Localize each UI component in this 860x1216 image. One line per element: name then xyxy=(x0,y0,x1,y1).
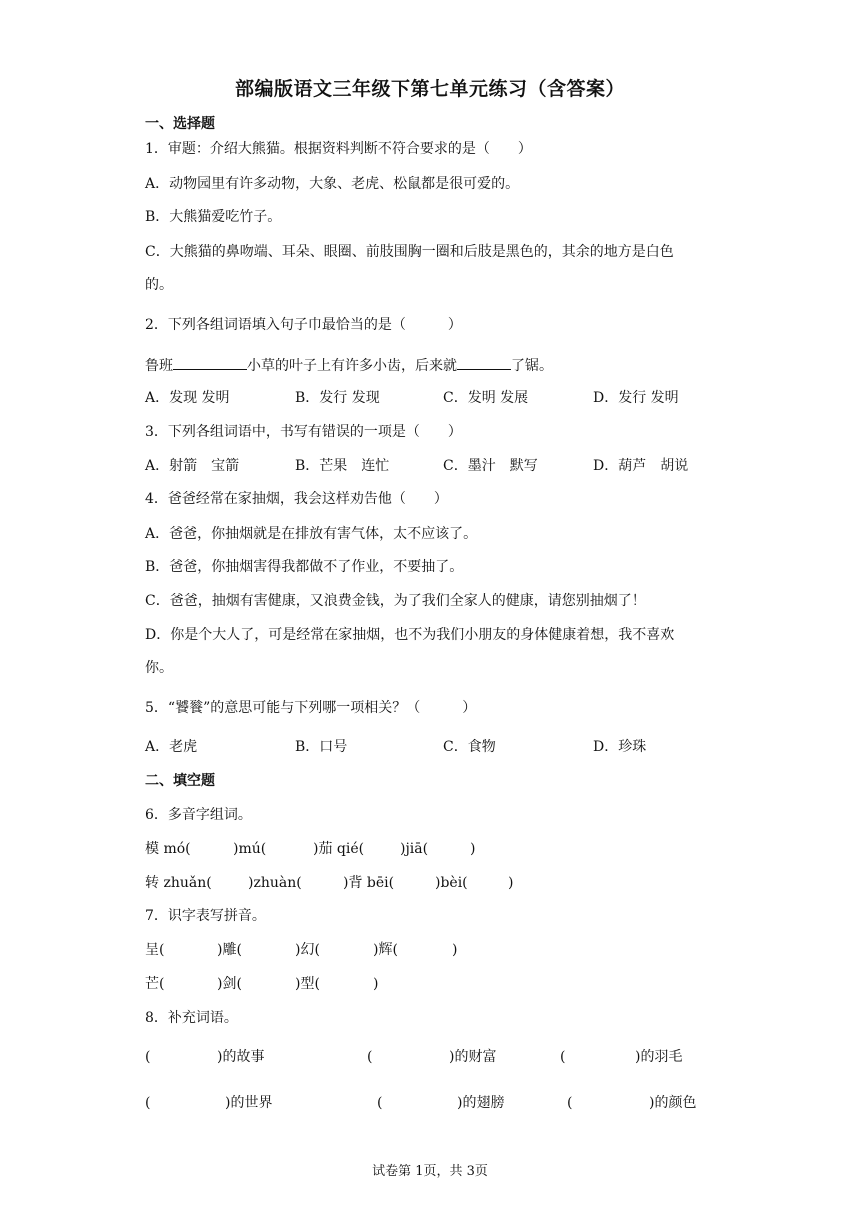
q6-row1-seg-3: )茄 qié( xyxy=(313,841,365,857)
q8-row1-seg-5: ( xyxy=(560,1049,566,1065)
q8-row2-seg-2: )的世界 xyxy=(225,1095,273,1111)
q2-sentence-part-2: 小草的叶子上有许多小齿，后来就 xyxy=(247,358,457,374)
q8-stem: 8．补充词语。 xyxy=(145,1010,238,1026)
q7-row1-seg-4: )辉( xyxy=(373,942,398,958)
q8-row1-seg-3: ( xyxy=(367,1049,373,1065)
section-heading-fill: 二、填空题 xyxy=(145,773,215,789)
q7-row2-seg-4: ) xyxy=(373,976,379,992)
q2-sentence-part-3: 了锯。 xyxy=(511,358,553,374)
q3-option-b: B．芒果 连忙 xyxy=(295,458,390,474)
q5-option-d: D．珍珠 xyxy=(593,739,647,755)
q5-option-a: A．老虎 xyxy=(145,739,198,755)
q8-row2-seg-6: )的颜色 xyxy=(649,1095,697,1111)
q6-row2-seg-5: ) xyxy=(508,875,514,891)
q6-row2-seg-4: )bèi( xyxy=(435,875,468,891)
q4-stem: 4．爸爸经常在家抽烟，我会这样劝告他（ ） xyxy=(145,491,448,507)
q6-row2-seg-1: 转 zhuǎn( xyxy=(145,875,212,891)
q1-option-c-cont: 的。 xyxy=(145,277,173,293)
q7-row1-seg-3: )幻( xyxy=(295,942,320,958)
q6-stem: 6．多音字组词。 xyxy=(145,807,252,823)
q6-row1-seg-5: ) xyxy=(470,841,476,857)
q2-sentence-part-1: 鲁班 xyxy=(145,358,173,374)
q3-option-c: C．墨汁 默写 xyxy=(443,458,538,474)
q2-option-a: A．发现 发明 xyxy=(145,390,230,406)
q6-row1-seg-2: )mú( xyxy=(233,841,267,857)
q6-row2-seg-3: )背 bēi( xyxy=(343,875,395,891)
q1-option-b: B．大熊猫爱吃竹子。 xyxy=(145,209,282,225)
q4-option-c: C．爸爸，抽烟有害健康，又浪费金钱，为了我们全家人的健康，请您别抽烟了！ xyxy=(145,593,646,609)
q2-blank-1 xyxy=(173,355,247,370)
q6-row1-seg-1: 模 mó( xyxy=(145,841,191,857)
section-heading-choice: 一、选择题 xyxy=(145,116,215,132)
q2-option-d: D．发行 发明 xyxy=(593,390,679,406)
q3-option-a: A．射箭 宝箭 xyxy=(145,458,240,474)
q7-row2-seg-1: 芒( xyxy=(145,976,165,992)
q7-row1-seg-1: 呈( xyxy=(145,942,165,958)
q4-option-b: B．爸爸，你抽烟害得我都做不了作业，不要抽了。 xyxy=(145,559,464,575)
q3-option-d: D．葫芦 胡说 xyxy=(593,458,689,474)
q8-row1-seg-2: )的故事 xyxy=(217,1049,265,1065)
q6-row1-seg-4: )jiā( xyxy=(400,841,429,857)
q8-row2-seg-5: ( xyxy=(567,1095,573,1111)
page-title: 部编版语文三年级下第七单元练习（含答案） xyxy=(234,78,625,100)
q3-stem: 3．下列各组词语中，书写有错误的一项是（ ） xyxy=(145,424,462,440)
q1-option-c: C．大熊猫的鼻吻端、耳朵、眼圈、前肢围胸一圈和后肢是黑色的，其余的地方是白色 xyxy=(145,244,674,260)
q8-row1-seg-1: ( xyxy=(145,1049,151,1065)
q7-stem: 7．识字表写拼音。 xyxy=(145,908,266,924)
q2-blank-2 xyxy=(457,355,511,370)
q2-option-c: C．发明 发展 xyxy=(443,390,529,406)
q5-option-b: B．口号 xyxy=(295,739,348,755)
q1-option-a: A．动物园里有许多动物，大象、老虎、松鼠都是很可爱的。 xyxy=(145,176,520,192)
page-footer: 试卷第 1页，共 3页 xyxy=(372,1164,488,1179)
q8-row1-seg-4: )的财富 xyxy=(449,1049,497,1065)
q1-stem: 1．审题：介绍大熊猫。根据资料判断不符合要求的是（ ） xyxy=(145,141,532,157)
q8-row1-seg-6: )的羽毛 xyxy=(635,1049,683,1065)
q5-stem: 5．“饕餮”的意思可能与下列哪一项相关？（ ） xyxy=(145,700,477,716)
q8-row2-seg-1: ( xyxy=(145,1095,151,1111)
q8-row2-seg-4: )的翅膀 xyxy=(457,1095,505,1111)
q2-stem: 2．下列各组词语填入句子巾最恰当的是（ ） xyxy=(145,317,462,333)
q7-row1-seg-2: )雕( xyxy=(217,942,242,958)
q7-row1-seg-5: ) xyxy=(452,942,458,958)
q4-option-d: D．你是个大人了，可是经常在家抽烟，也不为我们小朋友的身体健康着想，我不喜欢 xyxy=(145,627,675,643)
q2-sentence xyxy=(145,355,553,375)
q5-option-c: C．食物 xyxy=(443,739,496,755)
q8-row2-seg-3: ( xyxy=(377,1095,383,1111)
q6-row2-seg-2: )zhuàn( xyxy=(248,875,302,891)
q7-row2-seg-3: )型( xyxy=(295,976,320,992)
q2-option-b: B．发行 发现 xyxy=(295,390,380,406)
q7-row2-seg-2: )剑( xyxy=(217,976,242,992)
q4-option-a: A．爸爸，你抽烟就是在排放有害气体，太不应该了。 xyxy=(145,526,478,542)
q4-option-d-cont: 你。 xyxy=(145,660,173,676)
